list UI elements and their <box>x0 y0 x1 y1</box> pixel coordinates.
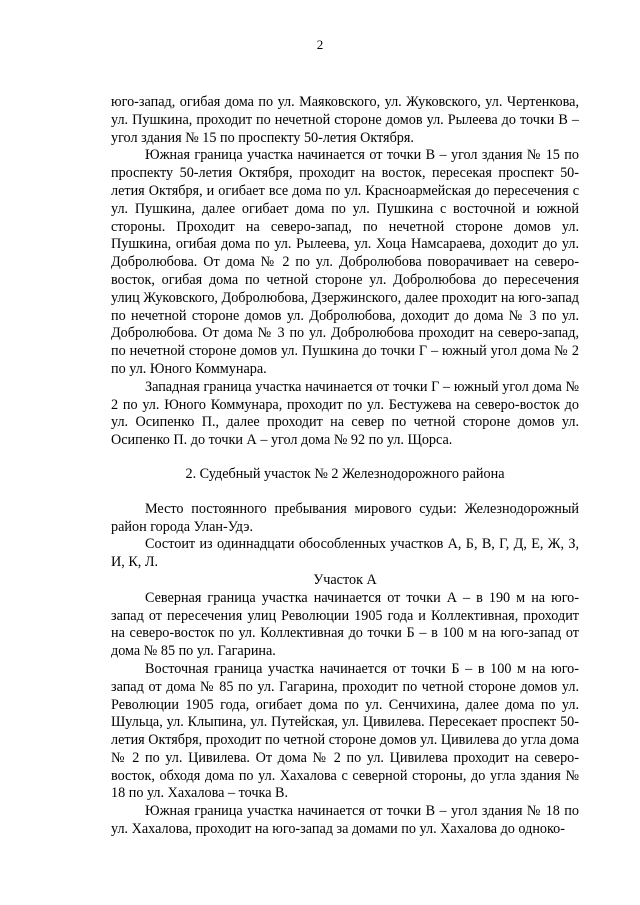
paragraph-judge-location: Место постоянного пребывания мирового судьи: Железнодорожный район города Улан-Удэ. <box>111 500 579 535</box>
paragraph-western-boundary: Западная граница участка начинается от точки Г – южный угол дома № 2 по ул. Юного Коммунара, проходит по ул. Бестужева на северо-восток до ул. Осипенко П., далее проходит на север по четной стороне домов ул. Осипенко П. до точки А – угол дома № 92 по ул. Щорса. <box>111 378 579 449</box>
page-number: 2 <box>316 37 324 52</box>
paragraph-top-1: юго-запад, огибая дома по ул. Маяковского, ул. Жуковского, ул. Чертенкова, ул. Пушкина, проходит по нечетной стороне домов ул. Рылеева до точки В – угол здания № 15 по проспекту 50-летия Октября. <box>111 94 579 146</box>
document-body <box>111 94 579 839</box>
paragraph-northern-boundary: Северная граница участка начинается от точки А – в 190 м на юго-запад от пересечения улиц Революции 1905 года и Коллективная, проходит на северо-восток по ул. Коллективная до точки Б – в 100 м на юго-запад от дома № 85 по ул. Гагарина. <box>111 589 579 660</box>
paragraph-eastern-boundary: Восточная граница участка начинается от точки Б – в 100 м на юго-запад от дома № 85 по ул. Гагарина, проходит по четной стороне домов ул. Революции 1905 года, огибает дома по ул. Сенчихина, далее дома по ул. Шульца, ул. Клыпина, ул. Путейская, ул. Цивилева. Пересекает проспект 50-летия Октября, проходит по четной стороне домов ул. Цивилева до угла дома № 2 по ул. Цивилева. От дома № 2 по ул. Цивилева проходит на северо-восток, обходя дома по ул. Хахалова с северной стороны, до угла здания № 18 по ул. Хахалова – точка В. <box>111 660 579 802</box>
subsection-heading: Участок А <box>313 571 377 588</box>
paragraph-southern-boundary-a: Южная граница участка начинается от точки В – угол здания № 18 по ул. Хахалова, проходит на юго-запад за домами по ул. Хахалова до одноко- <box>111 803 579 838</box>
paragraph-composition: Состоит из одиннадцати обособленных участков А, Б, В, Г, Д, Е, Ж, З, И, К, Л. <box>111 536 579 571</box>
section-heading: 2. Судебный участок № 2 Железнодорожного района <box>185 465 505 482</box>
paragraph-southern-boundary: Южная граница участка начинается от точки В – угол здания № 15 по проспекту 50-летия Октября, проходит на восток, пересекая проспект 50-летия Октября, и огибает все дома по ул. Красноармейская до пересечения с ул. Пушкина, далее огибает дома по ул. Пушкина с восточной и южной стороны. Проходит на северо-запад, по нечетной стороне домов ул. Пушкина, огибая дома по ул. Рылеева, ул. Хоца Намсараева, доходит до ул. Добролюбова. От дома № 2 по ул. Добролюбова поворачивает на северо-восток, огибая дома по четной стороне ул. Добролюбова до пересечения улиц Жуковского, Добролюбова, Дзержинского, далее проходит на юго-запад по нечетной стороне домов ул. Добролюбова, доходит до дома № 3 по ул. Добролюбова. От дома № 3 по ул. Добролюбова проходит на северо-запад, по нечетной стороне домов ул. Пушкина до точки Г – южный угол дома № 2 по ул. Юного Коммунара. <box>111 147 579 377</box>
